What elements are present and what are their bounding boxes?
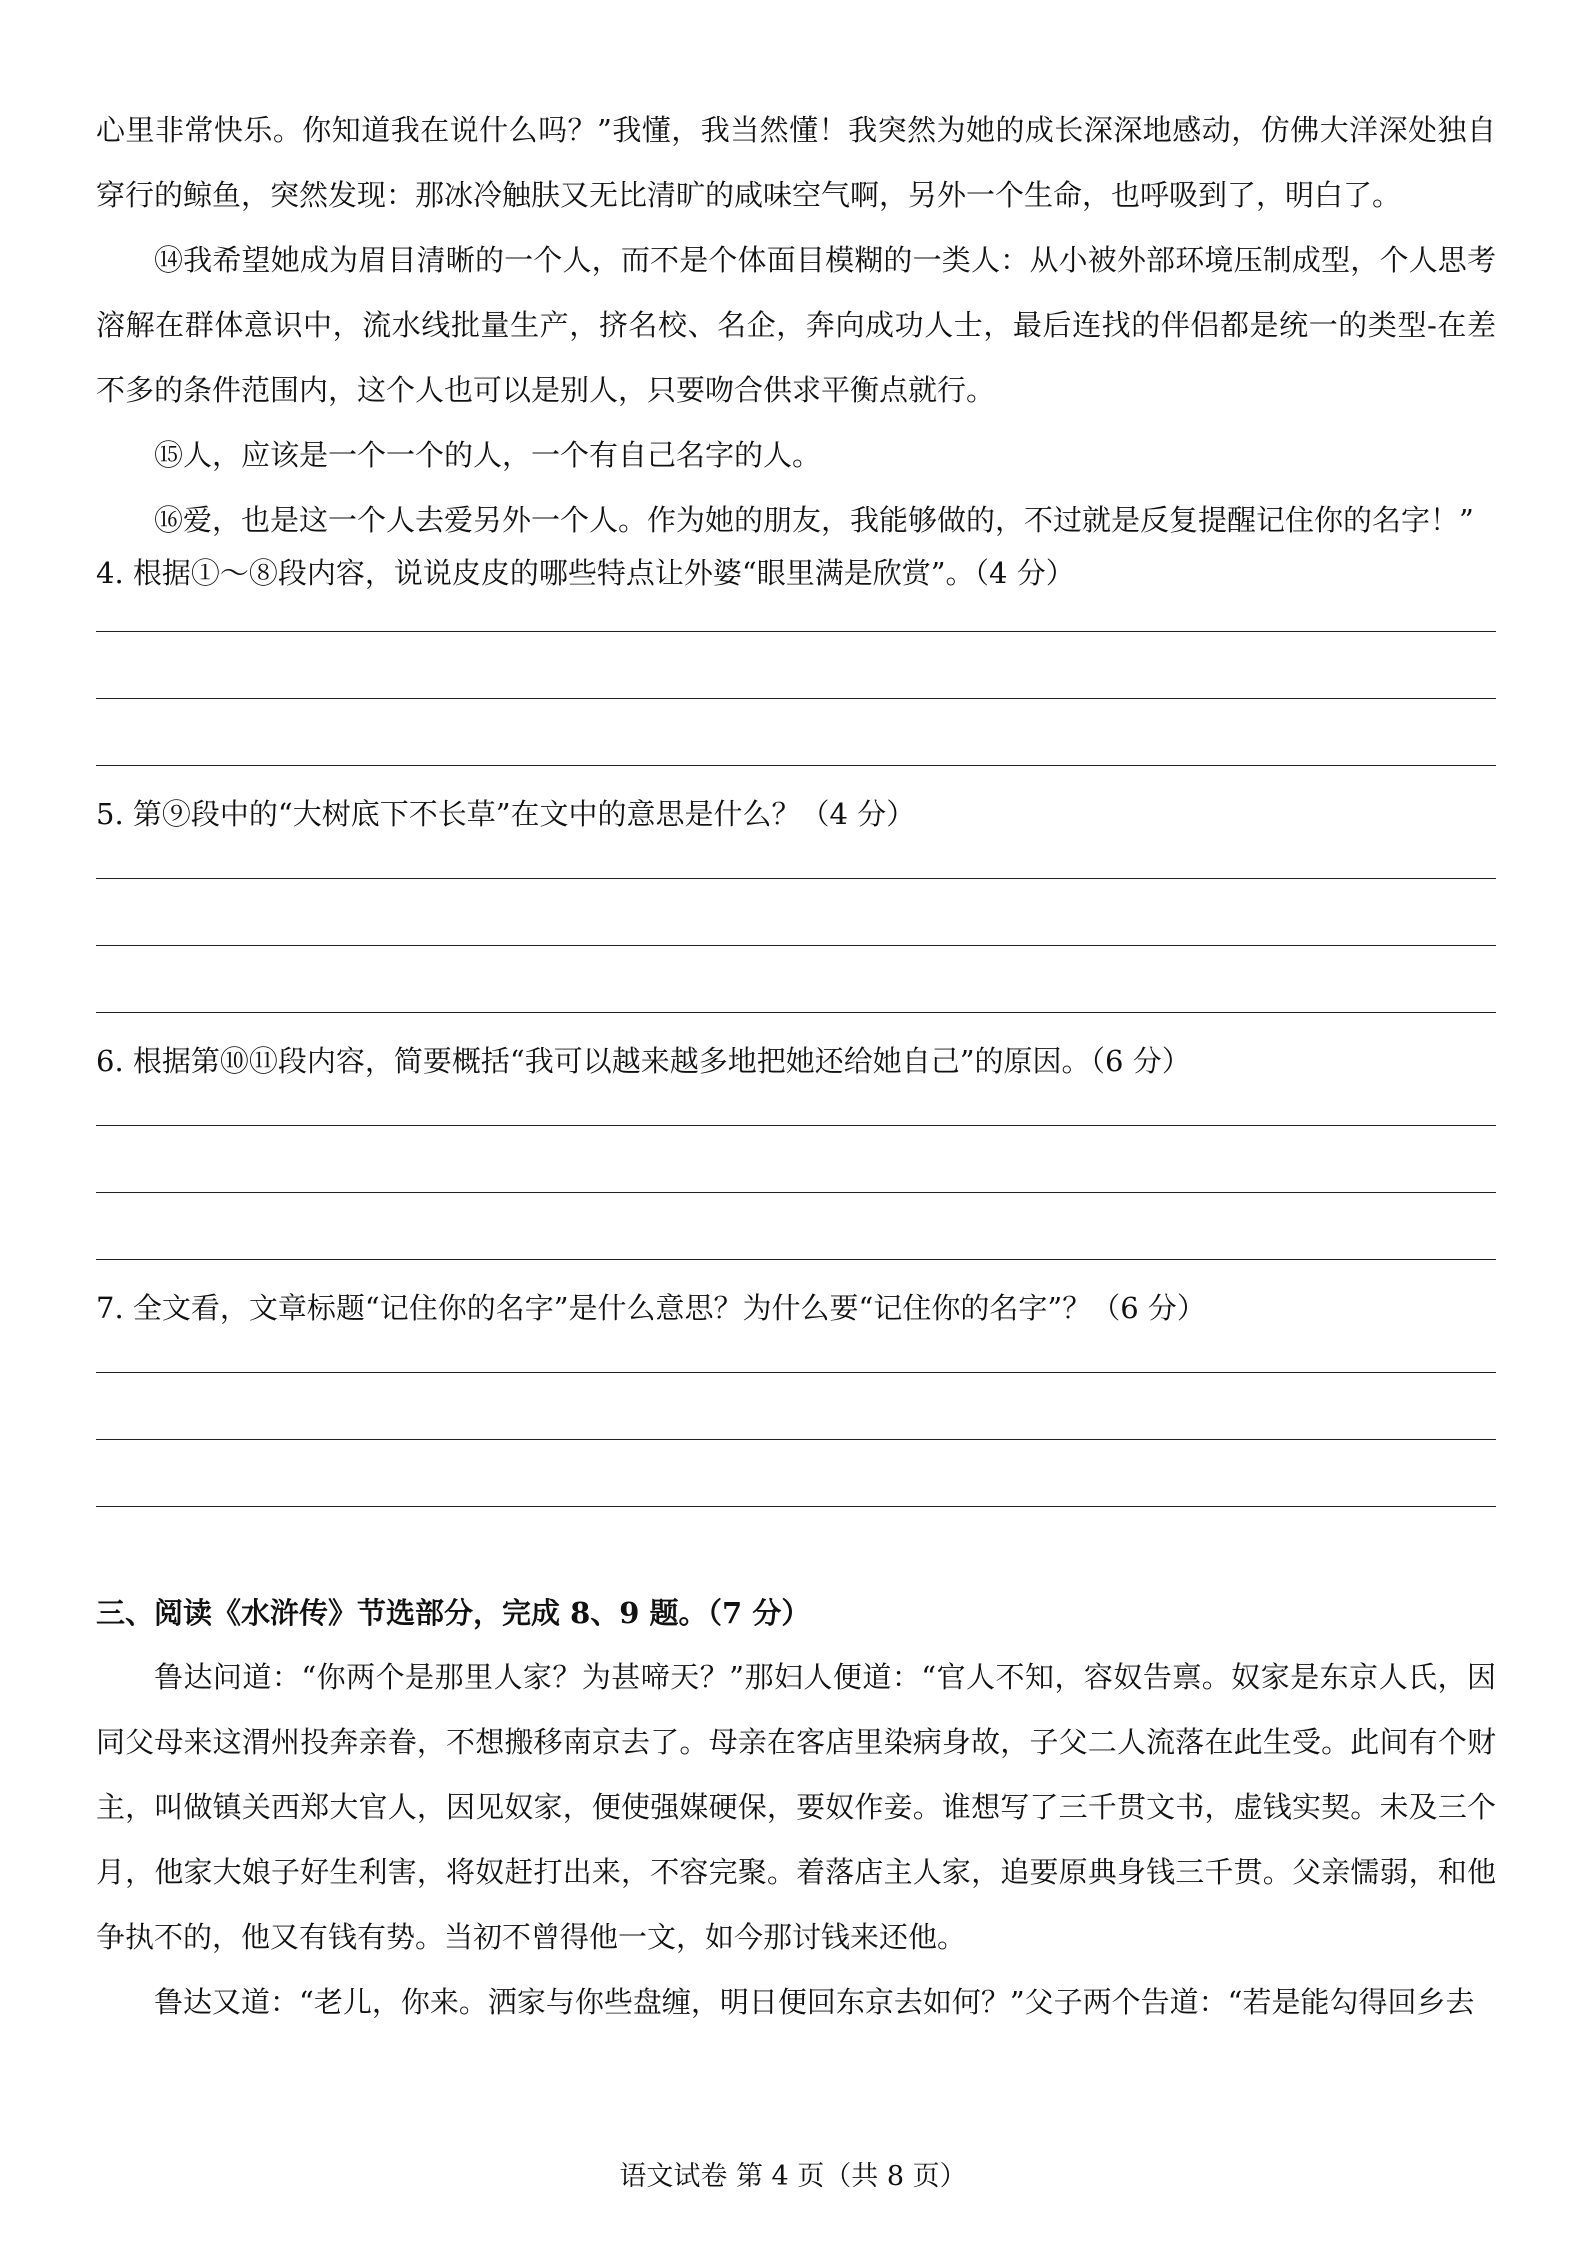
answer-lines-q6 [96, 1091, 1496, 1260]
passage-paragraph-15: ⑮人，应该是一个一个的人，一个有自己名字的人。 [154, 438, 822, 472]
answer-line[interactable] [96, 1506, 1496, 1507]
answer-line[interactable] [96, 1125, 1496, 1126]
question-7: 7. 全文看，文章标题“记住你的名字”是什么意思？为什么要“记住你的名字”？（6 分） [96, 1291, 1206, 1325]
passage-paragraph-14: ⑭我希望她成为眉目清晰的一个人，而不是个体面目模糊的一类人：从小被外部环境压制成型，个人思考溶解在群体意识中，流水线批量生产，挤名校、名企，奔向成功人士，最后连找的伴侣都是统一的类型-在差不多的条件范围内，这个人也可以是别人，只要吻合供求平衡点就行。 [96, 243, 1496, 407]
answer-line[interactable] [96, 631, 1496, 632]
question-6: 6. 根据第⑩⑪段内容，简要概括“我可以越来越多地把她还给她自己”的原因。（6 分） [96, 1044, 1191, 1078]
answer-line[interactable] [96, 1372, 1496, 1373]
answer-line[interactable] [96, 765, 1496, 766]
answer-line[interactable] [96, 878, 1496, 879]
answer-line[interactable] [96, 1012, 1496, 1013]
question-4: 4. 根据①～⑧段内容，说说皮皮的哪些特点让外婆“眼里满是欣赏”。（4 分） [96, 556, 1075, 590]
shuihu-paragraph-1: 鲁达问道：“你两个是那里人家？为甚啼天？”那妇人便道：“官人不知，容奴告禀。奴家是东京人氏，因同父母来这渭州投奔亲眷，不想搬移南京去了。母亲在客店里染病身故，子父二人流落在此生受。此间有个财主，叫做镇关西郑大官人，因见奴家，便使强媒硬保，要奴作妾。谁想写了三千贯文书，虚钱实契。未及三个月，他家大娘子好生利害，将奴赶打出来，不容完聚。着落店主人家，追要原典身钱三千贯。父亲懦弱，和他争执不的，他又有钱有势。当初不曾得他一文，如今那讨钱来还他。 [96, 1660, 1496, 1954]
question-5: 5. 第⑨段中的“大树底下不长草”在文中的意思是什么？（4 分） [96, 797, 916, 831]
exam-page [96, 98, 1496, 2035]
answer-line[interactable] [96, 698, 1496, 699]
answer-line[interactable] [96, 1439, 1496, 1440]
page-footer: 语文试卷 第 4 页（共 8 页） [619, 2161, 967, 2192]
section-3-title: 三、阅读《水浒传》节选部分，完成 8、9 题。（7 分） [96, 1596, 811, 1630]
passage-paragraph-16: ⑯爱，也是这一个人去爱另外一个人。作为她的朋友，我能够做的，不过就是反复提醒记住你的名字！” [154, 503, 1474, 537]
answer-lines-q7 [96, 1338, 1496, 1507]
answer-lines-q5 [96, 844, 1496, 1013]
shuihu-paragraph-2: 鲁达又道：“老儿，你来。洒家与你些盘缠，明日便回东京去如何？”父子两个告道：“若是能勾得回乡去 [154, 1985, 1475, 2019]
answer-line[interactable] [96, 945, 1496, 946]
answer-lines-q4 [96, 603, 1496, 766]
answer-line[interactable] [96, 1192, 1496, 1193]
answer-line[interactable] [96, 1259, 1496, 1260]
passage-paragraph-13-tail: 心里非常快乐。你知道我在说什么吗？”我懂，我当然懂！我突然为她的成长深深地感动，仿佛大洋深处独自穿行的鲸鱼，突然发现：那冰冷触肤又无比清旷的咸味空气啊，另外一个生命，也呼吸到了，明白了。 [96, 113, 1496, 212]
